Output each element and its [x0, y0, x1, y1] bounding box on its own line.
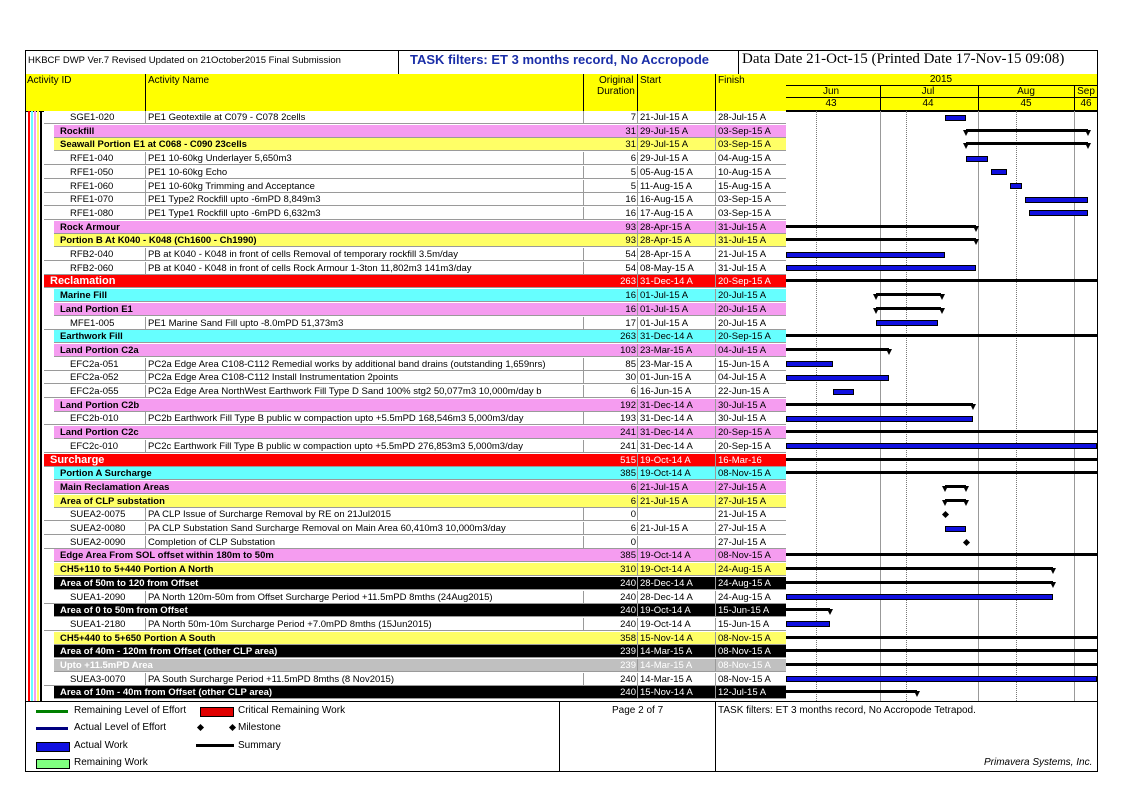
duration: 241 — [620, 427, 636, 439]
duration: 192 — [620, 399, 636, 411]
activity-id: EFC2a-051 — [70, 358, 119, 370]
finish-date: 20-Jul-15 A — [718, 303, 767, 315]
start-date: 14-Mar-15 A — [640, 673, 693, 685]
duration: 239 — [620, 646, 636, 658]
duration: 263 — [620, 276, 636, 288]
duration: 16 — [625, 207, 636, 219]
start-date: 28-Apr-15 A — [640, 221, 691, 233]
activity-name: Land Portion C2b — [60, 399, 140, 411]
report-title: HKBCF DWP Ver.7 Revised Updated on 21October2015 Final Submission — [28, 55, 341, 66]
activity-name: Earthwork Fill — [60, 331, 123, 343]
summary-bar[interactable] — [786, 581, 1053, 584]
start-date: 31-Dec-14 A — [640, 331, 693, 343]
milestone-marker[interactable] — [963, 539, 970, 546]
finish-date: 08-Nov-15 A — [718, 632, 771, 644]
duration: 6 — [630, 495, 636, 507]
legend-label: Critical Remaining Work — [238, 705, 346, 716]
activity-name: Area of 10m - 40m from Offset (other CLP area) — [60, 687, 273, 699]
col-start[interactable]: Start — [640, 75, 662, 86]
activity-name: PE1 Geotextile at C079 - C078 2cells — [148, 112, 306, 123]
finish-date: 28-Jul-15 A — [718, 112, 767, 123]
activity-name: Rock Armour — [60, 221, 120, 233]
activity-id: RFB2-040 — [70, 249, 114, 260]
summary-bar-end — [963, 130, 969, 136]
start-date: 31-Dec-14 A — [640, 276, 693, 288]
finish-date: 12-Jul-15 A — [718, 687, 767, 699]
activity-name: PC2b Earthwork Fill Type B public w compaction upto +5.5mPD 168,546m3 5,000m3/day — [148, 413, 524, 425]
finish-date: 20-Sep-15 A — [718, 331, 771, 343]
start-date: 29-Jul-15 A — [640, 139, 689, 151]
finish-date: 30-Jul-15 A — [718, 399, 767, 411]
duration: 385 — [620, 468, 636, 480]
duration: 6 — [630, 153, 636, 165]
footer-filter: TASK filters: ET 3 months record, No Accropode Tetrapod. — [718, 705, 976, 716]
timeline-month: Jun — [822, 86, 840, 97]
summary-bar[interactable] — [786, 279, 1097, 282]
duration: 93 — [625, 235, 636, 247]
legend-swatch — [36, 742, 70, 752]
duration: 93 — [625, 221, 636, 233]
actual-work-bar[interactable] — [786, 594, 1053, 600]
summary-bar[interactable] — [786, 567, 1053, 570]
activity-name: PC2a Edge Area NorthWest Earthwork Fill Type D Sand 100% stg2 50,077m3 10,000m/day b — [148, 386, 542, 397]
col-finish[interactable]: Finish — [718, 75, 745, 86]
duration: 6 — [630, 523, 636, 534]
start-date: 28-Apr-15 A — [640, 235, 691, 247]
summary-bar[interactable] — [786, 690, 917, 693]
summary-bar-end — [827, 609, 833, 615]
finish-date: 15-Jun-15 A — [718, 358, 770, 370]
col-duration[interactable]: Duration — [597, 86, 635, 97]
legend-label: Remaining Level of Effort — [74, 705, 187, 716]
duration: 240 — [620, 577, 636, 589]
milestone-marker[interactable] — [942, 511, 949, 518]
actual-work-bar[interactable] — [786, 443, 1097, 449]
activity-name: PE1 10-60kg Trimming and Acceptance — [148, 180, 315, 192]
duration: 5 — [630, 180, 636, 192]
summary-bar-end — [970, 404, 976, 410]
activity-name: Land Portion C2a — [60, 344, 139, 356]
start-date: 01-Jul-15 A — [640, 303, 689, 315]
finish-date: 08-Nov-15 A — [718, 660, 771, 671]
finish-date: 30-Jul-15 A — [718, 413, 767, 425]
activity-id: SUEA2-0075 — [70, 509, 126, 521]
start-date: 01-Jul-15 A — [640, 317, 689, 329]
finish-date: 20-Sep-15 A — [718, 440, 771, 452]
summary-bar[interactable] — [786, 238, 976, 241]
start-date: 21-Jul-15 A — [640, 495, 689, 507]
legend-swatch — [36, 710, 68, 713]
activity-id: RFE1-070 — [70, 194, 114, 206]
activity-name: Marine Fill — [60, 290, 107, 302]
start-date: 19-Oct-14 A — [640, 550, 691, 562]
activity-name: PE1 Type2 Rockfill upto -6mPD 8,849m3 — [148, 194, 321, 206]
summary-bar[interactable] — [786, 334, 1097, 337]
start-date: 21-Jul-15 A — [640, 481, 689, 493]
activity-name: Portion B At K040 - K048 (Ch1600 - Ch1990) — [60, 235, 257, 247]
activity-name: Area of 0 to 50m from Offset — [60, 605, 188, 617]
summary-bar[interactable] — [786, 225, 976, 228]
start-date: 28-Dec-14 A — [640, 577, 693, 589]
activity-id: SUEA2-0080 — [70, 523, 126, 534]
finish-date: 20-Sep-15 A — [718, 427, 771, 439]
summary-bar[interactable] — [876, 293, 941, 296]
column-header — [26, 74, 786, 112]
activity-name: Surcharge — [50, 453, 105, 466]
summary-bar[interactable] — [786, 663, 1097, 666]
duration: 16 — [625, 290, 636, 302]
actual-work-bar[interactable] — [786, 375, 889, 381]
actual-work-bar[interactable] — [786, 361, 833, 367]
timeline-header — [786, 74, 1097, 112]
actual-work-bar[interactable] — [1025, 197, 1087, 203]
actual-work-bar[interactable] — [786, 252, 945, 258]
summary-bar-end — [1085, 143, 1091, 149]
finish-date: 24-Aug-15 A — [718, 577, 771, 589]
activity-name: PA CLP Issue of Surcharge Removal by RE on 21Jul2015 — [148, 509, 392, 521]
finish-date: 27-Jul-15 A — [718, 536, 767, 548]
summary-bar[interactable] — [786, 636, 1097, 639]
activity-name: PC2a Edge Area C108-C112 Remedial works by additional band drains (outstanding 1,659nrs) — [148, 358, 546, 370]
finish-date: 22-Jun-15 A — [718, 386, 770, 397]
actual-work-bar[interactable] — [1010, 183, 1022, 189]
duration: 6 — [630, 481, 636, 493]
start-date: 28-Dec-14 A — [640, 591, 693, 603]
finish-date: 21-Jul-15 A — [718, 509, 767, 521]
timeline-month: Jul — [921, 86, 935, 97]
summary-bar-end — [963, 486, 969, 492]
duration: 240 — [620, 605, 636, 617]
start-date: 28-Apr-15 A — [640, 249, 691, 260]
milestone-icon — [229, 724, 236, 731]
start-date: 29-Jul-15 A — [640, 153, 689, 165]
activity-name: PC2c Earthwork Fill Type B public w compaction upto +5.5mPD 276,853m3 5,000m3/day — [148, 440, 524, 452]
summary-bar[interactable] — [966, 129, 1087, 132]
duration: 103 — [620, 344, 636, 356]
actual-work-bar[interactable] — [945, 526, 967, 532]
activity-id: EFC2c-010 — [70, 440, 119, 452]
duration: 240 — [620, 618, 636, 630]
summary-bar[interactable] — [966, 142, 1087, 145]
start-date: 19-Oct-14 A — [640, 564, 691, 576]
start-date — [640, 508, 714, 521]
legend-swatch — [36, 727, 68, 730]
activity-name: CH5+440 to 5+650 Portion A South — [60, 632, 216, 644]
start-date: 15-Nov-14 A — [640, 632, 693, 644]
finish-date: 24-Aug-15 A — [718, 591, 771, 603]
finish-date: 04-Jul-15 A — [718, 372, 767, 384]
header-divider — [398, 51, 399, 74]
activity-name: Main Reclamation Areas — [60, 481, 170, 493]
legend-swatch — [200, 707, 234, 717]
summary-bar-end — [1050, 582, 1056, 588]
schedule-page — [25, 50, 1098, 772]
actual-work-bar[interactable] — [876, 320, 938, 326]
duration: 240 — [620, 687, 636, 699]
start-date: 15-Nov-14 A — [640, 687, 693, 699]
activity-name: PE1 10-60kg Underlayer 5,650m3 — [148, 153, 292, 165]
start-date: 11-Aug-15 A — [640, 180, 693, 192]
activity-id: SUEA1-2090 — [70, 591, 126, 603]
actual-work-bar[interactable] — [786, 621, 830, 627]
summary-bar[interactable] — [786, 430, 1097, 433]
finish-date: 04-Aug-15 A — [718, 153, 771, 165]
summary-bar-end — [942, 500, 948, 506]
actual-work-bar[interactable] — [1029, 210, 1088, 216]
duration: 240 — [620, 673, 636, 685]
summary-bar-end — [973, 239, 979, 245]
finish-date: 27-Jul-15 A — [718, 481, 767, 493]
activity-name: Land Portion E1 — [60, 303, 133, 315]
start-date: 31-Dec-14 A — [640, 440, 693, 452]
finish-date: 20-Jul-15 A — [718, 290, 767, 302]
activity-name: Area of 40m - 120m from Offset (other CLP area) — [60, 646, 278, 658]
actual-work-bar[interactable] — [786, 416, 973, 422]
duration: 0 — [630, 536, 636, 548]
duration: 16 — [625, 303, 636, 315]
start-date: 19-Oct-14 A — [640, 618, 691, 630]
duration: 54 — [625, 249, 636, 260]
data-date: Data Date 21-Oct-15 (Printed Date 17-Nov-15 09:08) — [742, 51, 1065, 67]
actual-work-bar[interactable] — [786, 676, 1097, 682]
start-date: 23-Mar-15 A — [640, 344, 693, 356]
col-original[interactable]: Original — [599, 75, 634, 86]
summary-bar-end — [873, 294, 879, 300]
actual-work-bar[interactable] — [966, 156, 988, 162]
start-date — [640, 536, 714, 549]
finish-date: 03-Sep-15 A — [718, 139, 771, 151]
activity-name: PE1 Type1 Rockfill upto -6mPD 6,632m3 — [148, 207, 321, 219]
activity-id: EFC2a-055 — [70, 386, 119, 397]
finish-date: 31-Jul-15 A — [718, 235, 767, 247]
finish-date: 03-Sep-15 A — [718, 194, 771, 206]
actual-work-bar[interactable] — [991, 169, 1007, 175]
timeline-week: 46 — [1080, 98, 1092, 109]
activity-id: SUEA3-0070 — [70, 673, 126, 685]
legend-label: Remaining Work — [74, 757, 148, 768]
vendor-name: Primavera Systems, Inc. — [984, 757, 1093, 768]
activity-name: PA North 50m-10m Surcharge Period +7.0mPD 8mths (15Jun2015) — [148, 618, 432, 630]
start-date: 08-May-15 A — [640, 262, 694, 274]
duration: 5 — [630, 166, 636, 178]
summary-bar-end — [973, 226, 979, 232]
timeline-week: 44 — [922, 98, 934, 109]
finish-date: 10-Aug-15 A — [718, 166, 771, 178]
start-date: 23-Mar-15 A — [640, 358, 693, 370]
summary-bar[interactable] — [786, 649, 1097, 652]
activity-name: PC2a Edge Area C108-C112 Install Instrumentation 2points — [148, 372, 399, 384]
summary-bar[interactable] — [786, 553, 1097, 556]
activity-name: PE1 Marine Sand Fill upto -8.0mPD 51,373m3 — [148, 317, 344, 329]
activity-id: RFE1-040 — [70, 153, 114, 165]
finish-date: 08-Nov-15 A — [718, 468, 771, 480]
activity-id: RFE1-050 — [70, 166, 114, 178]
legend-label: Actual Work — [74, 740, 128, 751]
finish-date: 15-Aug-15 A — [718, 180, 771, 192]
activity-id: SGE1-020 — [70, 112, 115, 123]
duration: 358 — [620, 632, 636, 644]
start-date: 31-Dec-14 A — [640, 399, 693, 411]
timeline-week: 43 — [825, 98, 837, 109]
gantt-chart — [786, 111, 1097, 701]
start-date: 01-Jun-15 A — [640, 372, 692, 384]
duration: 263 — [620, 331, 636, 343]
activity-name: PE1 10-60kg Echo — [148, 166, 228, 178]
finish-date: 15-Jun-15 A — [718, 605, 770, 617]
start-date: 14-Mar-15 A — [640, 646, 693, 658]
duration: 193 — [620, 413, 636, 425]
finish-date: 08-Nov-15 A — [718, 673, 771, 685]
legend-label: Summary — [238, 740, 281, 751]
activity-name: CH5+110 to 5+440 Portion A North — [60, 564, 214, 576]
activity-name: Portion A Surcharge — [60, 468, 152, 480]
duration: 31 — [625, 125, 636, 137]
legend-label: Milestone — [238, 722, 281, 733]
timeline-month: Sep — [1077, 86, 1095, 97]
finish-date: 08-Nov-15 A — [718, 646, 771, 658]
activity-name: Upto +11.5mPD Area — [60, 660, 153, 671]
start-date: 21-Jul-15 A — [640, 112, 689, 123]
duration: 7 — [630, 112, 636, 123]
start-date: 31-Dec-14 A — [640, 427, 693, 439]
activity-name: PA South Surcharge Period +11.5mPD 8mths (8 Nov2015) — [148, 673, 394, 685]
header-divider — [738, 51, 739, 74]
activity-id: RFE1-060 — [70, 180, 114, 192]
activity-id: SUEA1-2180 — [70, 618, 126, 630]
duration: 30 — [625, 372, 636, 384]
summary-bar[interactable] — [786, 608, 830, 611]
finish-date: 21-Jul-15 A — [718, 249, 767, 260]
activity-name: Completion of CLP Substation — [148, 536, 276, 548]
legend-swatch — [196, 744, 234, 747]
page-number: Page 2 of 7 — [612, 705, 664, 716]
duration: 6 — [630, 386, 636, 397]
legend-swatch — [36, 759, 70, 769]
start-date: 19-Oct-14 A — [640, 454, 691, 466]
start-date: 14-Mar-15 A — [640, 660, 693, 671]
summary-bar-end — [942, 486, 948, 492]
timeline-month: Aug — [1017, 86, 1035, 97]
activity-name: Edge Area From SOL offset within 180m to 50m — [60, 550, 274, 562]
activity-name: Seawall Portion E1 at C068 - C090 23cells — [60, 139, 247, 151]
activity-name: Rockfill — [60, 125, 95, 137]
summary-bar-end — [939, 308, 945, 314]
summary-bar-end — [1085, 130, 1091, 136]
summary-bar[interactable] — [786, 403, 973, 406]
timeline-year: 2015 — [929, 74, 953, 85]
duration: 385 — [620, 550, 636, 562]
col-activity-name[interactable]: Activity Name — [148, 75, 210, 86]
start-date: 17-Aug-15 A — [640, 207, 693, 219]
report-header — [26, 51, 1097, 75]
summary-bar[interactable] — [876, 307, 941, 310]
start-date: 21-Jul-15 A — [640, 523, 689, 534]
finish-date: 03-Sep-15 A — [718, 125, 771, 137]
finish-date: 16-Mar-16 — [718, 454, 762, 466]
summary-bar-end — [963, 500, 969, 506]
start-date: 19-Oct-14 A — [640, 605, 691, 617]
start-date: 19-Oct-14 A — [640, 468, 691, 480]
col-activity-id[interactable]: Activity ID — [27, 75, 72, 86]
duration: 54 — [625, 262, 636, 274]
finish-date: 27-Jul-15 A — [718, 523, 767, 534]
summary-bar-end — [914, 691, 920, 697]
start-date: 29-Jul-15 A — [640, 125, 689, 137]
activity-id: MFE1-005 — [70, 317, 115, 329]
summary-bar-end — [939, 294, 945, 300]
actual-work-bar[interactable] — [786, 265, 976, 271]
summary-bar[interactable] — [786, 458, 1097, 461]
activity-name: PB at K040 - K048 in front of cells Removal of temporary rockfill 3.5m/day — [148, 249, 458, 260]
duration: 16 — [625, 194, 636, 206]
milestone-icon — [197, 724, 204, 731]
start-date: 16-Jun-15 A — [640, 386, 692, 397]
activity-name: PA CLP Substation Sand Surcharge Removal on Main Area 60,410m3 10,000m3/day — [148, 523, 506, 534]
activity-name: Area of 50m to 120 from Offset — [60, 577, 199, 589]
summary-bar-end — [963, 143, 969, 149]
activity-name: PB at K040 - K048 in front of cells Rock Armour 1-3ton 11,802m3 141m3/day — [148, 262, 472, 274]
duration: 241 — [620, 440, 636, 452]
activity-id: RFE1-080 — [70, 207, 114, 219]
activity-id: EFC2b-010 — [70, 413, 119, 425]
activity-name: Area of CLP substation — [60, 495, 165, 507]
finish-date: 27-Jul-15 A — [718, 495, 767, 507]
activity-id: RFB2-060 — [70, 262, 114, 274]
actual-work-bar[interactable] — [833, 389, 855, 395]
activity-name: PA North 120m-50m from Offset Surcharge Period +11.5mPD 8mths (24Aug2015) — [148, 591, 493, 603]
duration: 17 — [625, 317, 636, 329]
duration: 515 — [620, 454, 636, 466]
legend-footer — [26, 701, 1097, 772]
finish-date: 31-Jul-15 A — [718, 262, 767, 274]
activity-name: Reclamation — [50, 275, 116, 288]
finish-date: 08-Nov-15 A — [718, 550, 771, 562]
finish-date: 20-Sep-15 A — [718, 276, 771, 288]
actual-work-bar[interactable] — [945, 115, 967, 121]
timeline-week: 45 — [1020, 98, 1032, 109]
task-filter-title: TASK filters: ET 3 months record, No Accropode — [410, 52, 710, 67]
duration: 240 — [620, 591, 636, 603]
activity-name: Land Portion C2c — [60, 427, 139, 439]
finish-date: 24-Aug-15 A — [718, 564, 771, 576]
activity-id: SUEA2-0090 — [70, 536, 126, 548]
activity-id: EFC2a-052 — [70, 372, 119, 384]
start-date: 16-Aug-15 A — [640, 194, 693, 206]
finish-date: 04-Jul-15 A — [718, 344, 767, 356]
duration: 310 — [620, 564, 636, 576]
duration: 85 — [625, 358, 636, 370]
summary-bar-end — [1050, 568, 1056, 574]
duration: 0 — [630, 509, 636, 521]
start-date: 05-Aug-15 A — [640, 166, 693, 178]
summary-bar-end — [873, 308, 879, 314]
duration: 31 — [625, 139, 636, 151]
start-date: 01-Jul-15 A — [640, 290, 689, 302]
duration: 239 — [620, 660, 636, 671]
start-date: 31-Dec-14 A — [640, 413, 693, 425]
summary-bar-end — [886, 349, 892, 355]
finish-date: 31-Jul-15 A — [718, 221, 767, 233]
finish-date: 20-Jul-15 A — [718, 317, 767, 329]
summary-bar[interactable] — [786, 471, 1097, 474]
finish-date: 03-Sep-15 A — [718, 207, 771, 219]
summary-bar[interactable] — [786, 348, 889, 351]
legend-label: Actual Level of Effort — [74, 722, 167, 733]
finish-date: 15-Jun-15 A — [718, 618, 770, 630]
